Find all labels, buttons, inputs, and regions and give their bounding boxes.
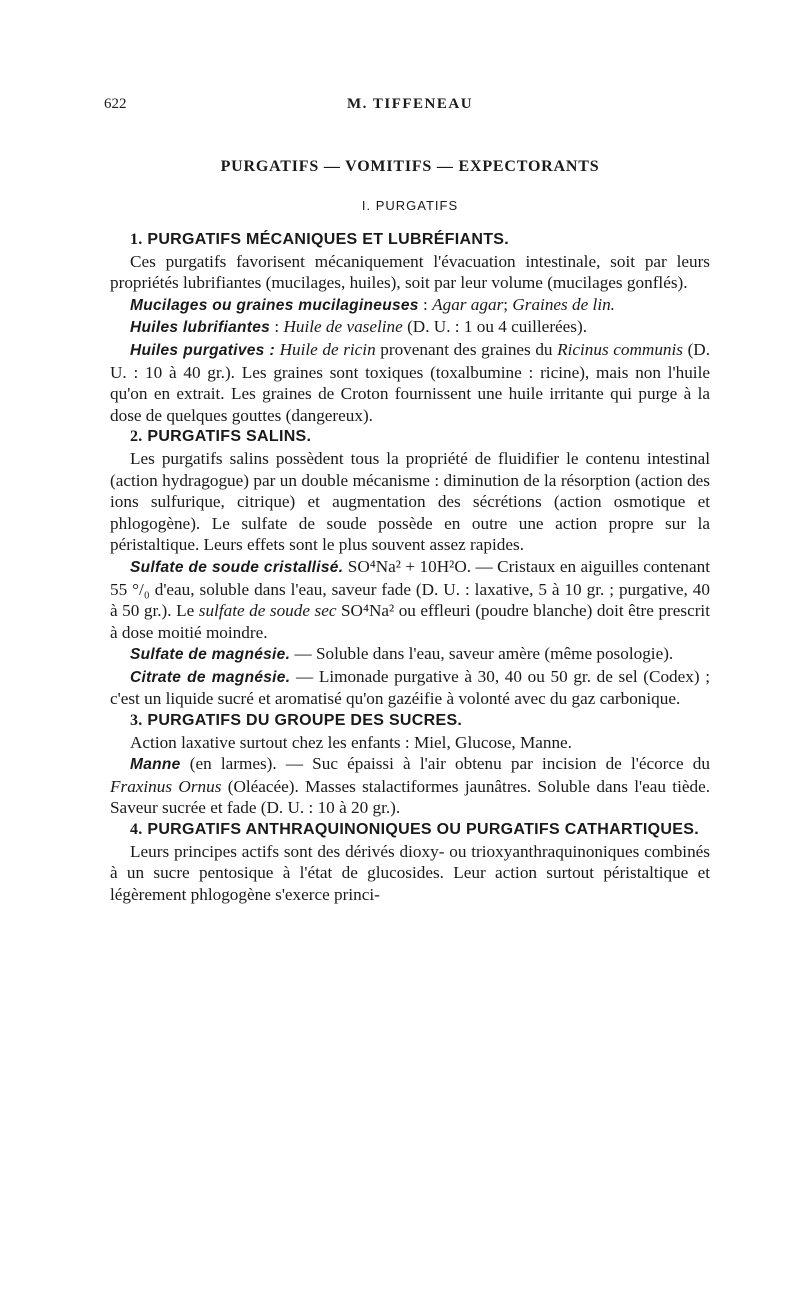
paragraph-sulfate-de-soude [110, 556, 710, 643]
heading-3-number: 3. [130, 712, 143, 730]
paragraph-huiles-purgatives [110, 339, 710, 426]
term-sulfate-de-soude: Sulfate de soude cristallisé. [130, 558, 344, 576]
italic-fraxinus-ornus: Fraxinus Ornus [110, 776, 222, 796]
paragraph-manne [110, 753, 710, 819]
paragraph-anthraquinoniques: Leurs principes actifs sont des dérivés dioxy- ou trioxyanthraquinoniques combinés à un sucre pentosique à l'état de glucosides. Leur action surtout péristaltique et légèrement phlogogène s'exerce princi- [110, 841, 710, 904]
text-span: (en larmes). — Suc épaissi à l'air obtenu par incision de l'écorce du [180, 754, 710, 774]
term-manne: Manne [130, 756, 181, 774]
heading-2-text: PURGATIFS SALINS. [147, 428, 312, 446]
italic-graines-de-lin: Graines de lin. [512, 294, 615, 314]
term-citrate-de-magnesie: Citrate de magnésie. [130, 668, 291, 686]
italic-agar: Agar agar [432, 294, 504, 314]
text-span: (D. U. : 1 ou 4 cuillerées). [402, 317, 588, 337]
text-span: — Soluble dans l'eau, saveur amère (même posologie). [290, 644, 674, 664]
text-span: : [270, 317, 284, 337]
heading-1-text: PURGATIFS MÉCANIQUES ET LUBRÉFIANTS. [147, 231, 509, 248]
page-number: 622 [104, 96, 127, 112]
italic-ricinus-communis: Ricinus communis [557, 339, 683, 359]
heading-4-text: PURGATIFS ANTHRAQUINONIQUES OU PURGATIFS CATHARTIQUES. [147, 821, 699, 839]
text-span: : [418, 294, 433, 314]
paragraph-1: Ces purgatifs favorisent mécaniquement l'évacuation intestinale, soit par leurs propriétés lubrifiantes (mucilages, huiles), soit par leur volume (mucilages gonflés). [110, 251, 710, 293]
text-span: SO⁴Na² + 10H²O. — Cristaux en aiguilles contenant 55 °/₀ d'eau, soluble dans l'eau, saveur fade (D. U. : laxative, 5 à 10 gr. ; purgative, 40 à 50 gr.). Le [110, 556, 711, 621]
running-head [104, 96, 710, 122]
section-title: PURGATIFS — VOMITIFS — EXPECTORANTS [220, 158, 600, 175]
body-text [110, 229, 710, 905]
italic-huile-de-vaseline: Huile de vaseline [283, 317, 403, 337]
heading-4-number: 4. [130, 821, 143, 839]
italic-sulfate-de-soude-sec: sulfate de soude sec [198, 601, 337, 621]
heading-2 [110, 426, 710, 448]
heading-1 [110, 229, 710, 251]
paragraph-mucilages [110, 294, 710, 317]
paragraph-sulfate-de-magnesie [110, 643, 710, 666]
paragraph-huiles-lubrifiantes [110, 316, 710, 339]
term-sulfate-de-magnesie: Sulfate de magnésie. [130, 646, 291, 664]
italic-huile-de-ricin: Huile de ricin [279, 339, 376, 359]
heading-3 [110, 710, 710, 732]
running-head-author: M. TIFFENEAU [346, 96, 474, 112]
term-huiles-purgatives: Huiles purgatives : [130, 341, 275, 359]
paragraph-citrate-de-magnesie [110, 666, 710, 710]
text-span: provenant des graines du [375, 339, 558, 359]
heading-1-number: 1. [130, 231, 143, 248]
part-title: I. PURGATIFS [361, 198, 459, 213]
text-span: (Oléacée). Masses stalactiformes jaunâtres. Soluble dans l'eau tiède. Saveur sucrée et fade (D. U. : 10 à 20 gr.). [110, 776, 710, 818]
term-mucilages: Mucilages ou graines mucilagineuses [130, 296, 419, 314]
text-span: SO⁴Na² ou effleuri (poudre blanche) doit être prescrit à dose moitié moindre. [110, 601, 710, 642]
text-span: — Limonade purgative à 30, 40 ou 50 gr. de sel (Codex) ; c'est un liquide sucré et aromatisé qu'on gazéifie à volonté avec du gaz carbonique. [110, 666, 711, 709]
text-span: (D. U. : 10 à 40 gr.). Les graines sont toxiques (toxalbumine : ricine), mais non l'huile qu'on en extrait. Les graines de Croton fournissent une huile irritante qui purge à la dose de quelques gouttes (dangereux). [110, 339, 711, 425]
paragraph-salins: Les purgatifs salins possèdent tous la propriété de fluidifier le contenu intestinal (action hydragogue) par un double mécanisme : diminution de la résorption (action des ions sulfurique, citrique) et augmentation des sécrétions (action osmotique et phlogogène). Le sulfate de soude possède en outre une action propre sur la péristaltique. Leurs effets sont le plus souvent assez rapides. [110, 448, 710, 555]
term-huiles-lubrifiantes: Huiles lubrifiantes [130, 319, 271, 337]
paragraph-sucres: Action laxative surtout chez les enfants : Miel, Glucose, Manne. [130, 732, 572, 752]
heading-4 [110, 819, 710, 841]
heading-2-number: 2. [130, 428, 143, 446]
heading-3-text: PURGATIFS DU GROUPE DES SUCRES. [147, 712, 463, 730]
text-span: ; [503, 294, 513, 314]
page [104, 96, 711, 905]
